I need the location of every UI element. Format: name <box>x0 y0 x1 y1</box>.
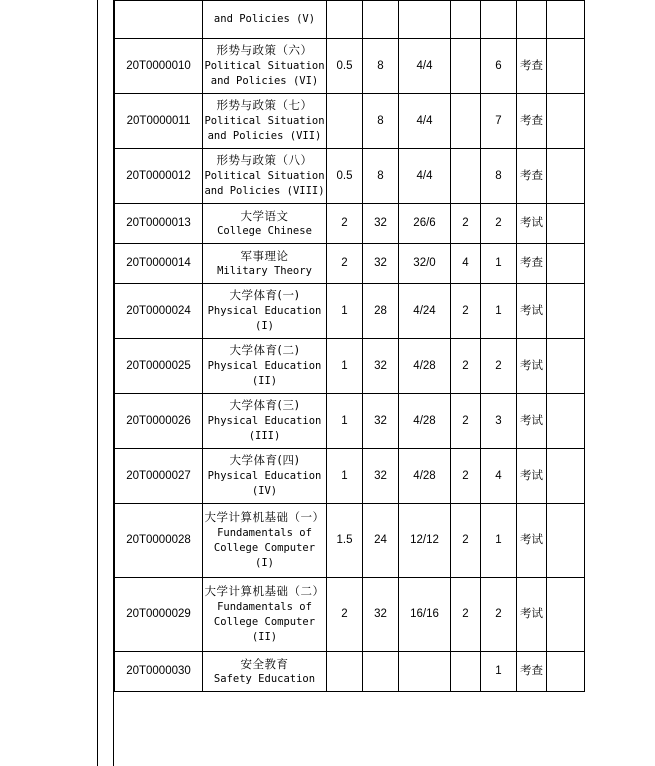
cell-code: 20T0000030 <box>115 652 203 692</box>
cell-hours: 24 <box>363 504 399 578</box>
cell-ratio: 26/6 <box>399 204 451 244</box>
cell-term: 1 <box>481 652 517 692</box>
cell-assessment: 考试 <box>517 449 547 504</box>
cell-name <box>203 339 327 394</box>
table-row <box>115 204 585 244</box>
cell-credits: 1 <box>327 284 363 339</box>
cell-name-en: Physical Education (I) <box>207 305 322 333</box>
cell-name-cn: 形势与政策（八） <box>216 153 313 168</box>
cell-name-cn: 大学计算机基础（一） <box>204 510 325 525</box>
cell-assessment: 考试 <box>517 339 547 394</box>
cell-note <box>547 244 585 284</box>
cell-term: 2 <box>481 578 517 652</box>
cell-code: 20T0000025 <box>115 339 203 394</box>
cell-ratio: 4/28 <box>399 394 451 449</box>
cell-hours: 32 <box>363 244 399 284</box>
cell-note <box>547 149 585 204</box>
cell-name <box>203 449 327 504</box>
cell-name <box>203 94 327 149</box>
cell-term <box>481 1 517 39</box>
cell-weeks <box>451 39 481 94</box>
cell-hours: 32 <box>363 394 399 449</box>
cell-assessment: 考试 <box>517 504 547 578</box>
cell-code: 20T0000012 <box>115 149 203 204</box>
cell-assessment: 考试 <box>517 284 547 339</box>
cell-hours: 32 <box>363 578 399 652</box>
cell-credits <box>327 1 363 39</box>
table-row <box>115 504 585 578</box>
cell-name <box>203 1 327 39</box>
cell-ratio: 4/4 <box>399 149 451 204</box>
cell-ratio: 4/4 <box>399 94 451 149</box>
cell-code: 20T0000029 <box>115 578 203 652</box>
cell-hours <box>363 1 399 39</box>
cell-term: 1 <box>481 504 517 578</box>
cell-name-en: Physical Education (IV) <box>207 470 322 498</box>
cell-name-cn: 军事理论 <box>240 248 289 263</box>
cell-weeks: 2 <box>451 204 481 244</box>
cell-weeks: 2 <box>451 394 481 449</box>
cell-term: 1 <box>481 284 517 339</box>
cell-assessment: 考试 <box>517 204 547 244</box>
cell-ratio: 4/24 <box>399 284 451 339</box>
cell-name <box>203 149 327 204</box>
cell-hours: 28 <box>363 284 399 339</box>
cell-term: 8 <box>481 149 517 204</box>
cell-credits: 2 <box>327 578 363 652</box>
cell-code: 20T0000026 <box>115 394 203 449</box>
cell-term: 3 <box>481 394 517 449</box>
cell-ratio: 4/28 <box>399 449 451 504</box>
cell-code: 20T0000027 <box>115 449 203 504</box>
cell-name <box>203 204 327 244</box>
cell-credits <box>327 94 363 149</box>
cell-weeks: 2 <box>451 339 481 394</box>
cell-credits <box>327 652 363 692</box>
cell-name-en: Political Situation and Policies (VIII) <box>204 170 325 198</box>
cell-name <box>203 504 327 578</box>
cell-hours: 8 <box>363 149 399 204</box>
cell-weeks <box>451 94 481 149</box>
cell-name-en: Safety Education <box>213 673 316 686</box>
cell-credits: 2 <box>327 204 363 244</box>
cell-code: 20T0000013 <box>115 204 203 244</box>
cell-credits: 0.5 <box>327 149 363 204</box>
cell-code: 20T0000011 <box>115 94 203 149</box>
cell-note <box>547 652 585 692</box>
cell-name-en: Military Theory <box>217 265 312 278</box>
cell-weeks: 2 <box>451 504 481 578</box>
cell-assessment: 考试 <box>517 394 547 449</box>
cell-credits: 1.5 <box>327 504 363 578</box>
cell-hours <box>363 652 399 692</box>
cell-name-en: College Chinese <box>217 225 312 238</box>
cell-name-en: Physical Education (III) <box>207 415 322 443</box>
course-table <box>114 0 585 692</box>
table-row <box>115 578 585 652</box>
cell-name <box>203 284 327 339</box>
cell-note <box>547 284 585 339</box>
cell-name-en: Political Situation and Policies (VII) <box>204 115 325 143</box>
cell-code: 20T0000024 <box>115 284 203 339</box>
table-row <box>115 1 585 39</box>
cell-name-cn: 形势与政策（六） <box>216 43 313 58</box>
cell-note <box>547 578 585 652</box>
cell-name <box>203 244 327 284</box>
cell-name-cn: 形势与政策（七） <box>216 98 313 113</box>
cell-note <box>547 204 585 244</box>
cell-credits: 2 <box>327 244 363 284</box>
cell-hours: 32 <box>363 204 399 244</box>
cell-name <box>203 39 327 94</box>
cell-term: 2 <box>481 204 517 244</box>
cell-hours: 8 <box>363 94 399 149</box>
cell-assessment: 考查 <box>517 149 547 204</box>
cell-name-cn: 大学语文 <box>240 208 289 223</box>
cell-note <box>547 394 585 449</box>
cell-assessment: 考查 <box>517 39 547 94</box>
cell-code <box>115 1 203 39</box>
cell-ratio: 4/28 <box>399 339 451 394</box>
cell-hours: 32 <box>363 339 399 394</box>
cell-ratio: 16/16 <box>399 578 451 652</box>
cell-ratio <box>399 652 451 692</box>
cell-hours: 8 <box>363 39 399 94</box>
cell-assessment <box>517 1 547 39</box>
cell-name-en: Physical Education (II) <box>207 360 322 388</box>
cell-credits: 1 <box>327 394 363 449</box>
cell-term: 2 <box>481 339 517 394</box>
cell-code: 20T0000014 <box>115 244 203 284</box>
cell-ratio: 12/12 <box>399 504 451 578</box>
cell-credits: 1 <box>327 339 363 394</box>
cell-weeks: 2 <box>451 578 481 652</box>
cell-note <box>547 449 585 504</box>
cell-name-en: Fundamentals of College Computer (II) <box>213 601 316 644</box>
table-row <box>115 449 585 504</box>
cell-name-cn: 安全教育 <box>240 656 289 671</box>
cell-name-cn: 大学体育(四) <box>229 453 300 468</box>
cell-name-en: Fundamentals of College Computer (I) <box>213 527 316 570</box>
cell-name <box>203 394 327 449</box>
cell-ratio <box>399 1 451 39</box>
table-row <box>115 244 585 284</box>
cell-note <box>547 94 585 149</box>
cell-name-cn: 大学体育(三) <box>229 398 300 413</box>
cell-name-cn: 大学计算机基础（二） <box>204 584 325 599</box>
cell-weeks <box>451 149 481 204</box>
cell-term: 1 <box>481 244 517 284</box>
cell-term: 6 <box>481 39 517 94</box>
cell-note <box>547 1 585 39</box>
cell-term: 4 <box>481 449 517 504</box>
cell-note <box>547 39 585 94</box>
table-row <box>115 39 585 94</box>
cell-code: 20T0000010 <box>115 39 203 94</box>
cell-weeks: 2 <box>451 284 481 339</box>
cell-name <box>203 578 327 652</box>
cell-name-en: Political Situation and Policies (VI) <box>204 60 325 88</box>
course-table-body <box>115 1 585 692</box>
cell-name-en: and Policies (V) <box>213 12 316 25</box>
cell-term: 7 <box>481 94 517 149</box>
cell-weeks: 4 <box>451 244 481 284</box>
cell-note <box>547 339 585 394</box>
left-border-column <box>97 0 114 766</box>
cell-weeks <box>451 1 481 39</box>
cell-name-cn: 大学体育(一) <box>229 288 300 303</box>
table-row <box>115 652 585 692</box>
cell-name <box>203 652 327 692</box>
cell-assessment: 考查 <box>517 244 547 284</box>
cell-credits: 1 <box>327 449 363 504</box>
table-row <box>115 339 585 394</box>
table-row <box>115 94 585 149</box>
cell-code: 20T0000028 <box>115 504 203 578</box>
cell-ratio: 4/4 <box>399 39 451 94</box>
cell-hours: 32 <box>363 449 399 504</box>
cell-note <box>547 504 585 578</box>
cell-name-cn: 大学体育(二) <box>229 343 300 358</box>
cell-assessment: 考查 <box>517 94 547 149</box>
table-row <box>115 284 585 339</box>
table-row <box>115 394 585 449</box>
cell-credits: 0.5 <box>327 39 363 94</box>
table-row <box>115 149 585 204</box>
cell-weeks: 2 <box>451 449 481 504</box>
cell-weeks <box>451 652 481 692</box>
cell-assessment: 考查 <box>517 652 547 692</box>
cell-assessment: 考试 <box>517 578 547 652</box>
cell-ratio: 32/0 <box>399 244 451 284</box>
